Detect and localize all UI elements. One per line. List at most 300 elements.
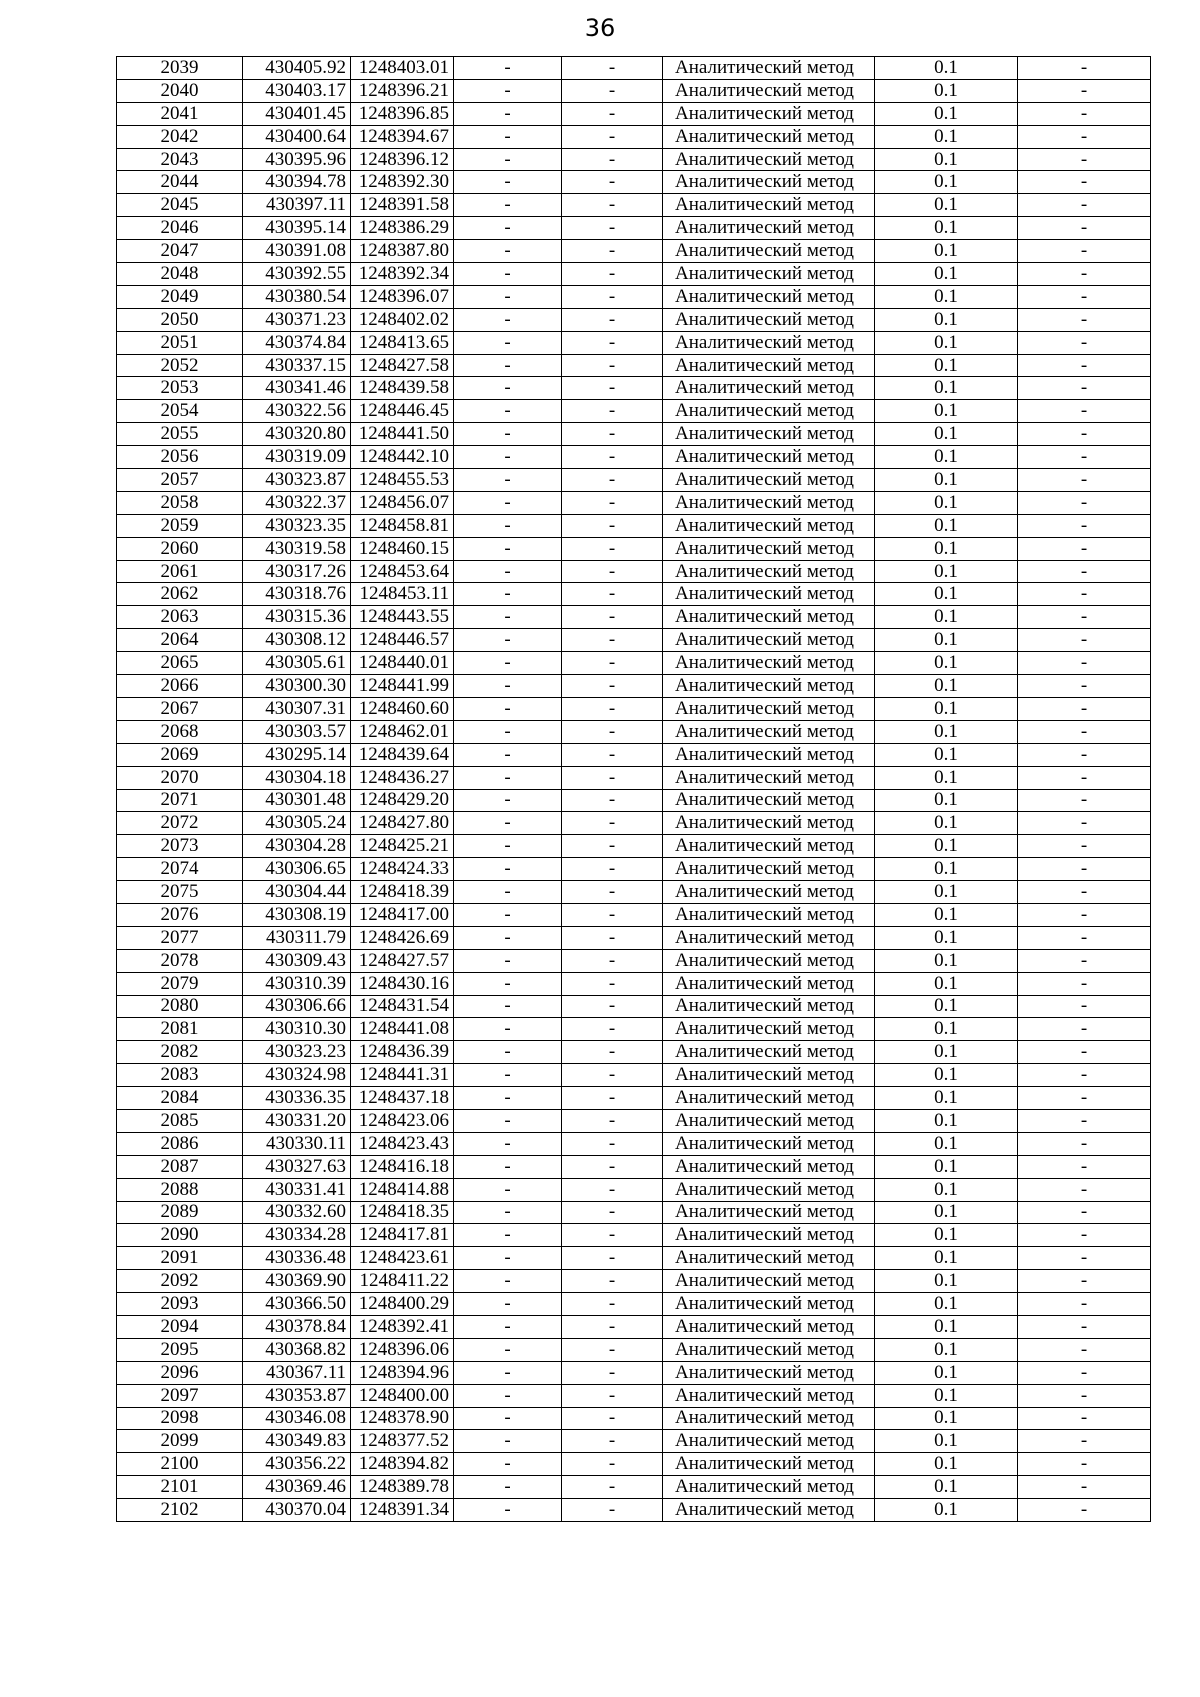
precision-cell: 0.1: [875, 1453, 1018, 1476]
empty-value-cell: -: [454, 652, 562, 675]
empty-value-cell: -: [562, 240, 663, 263]
empty-value-cell: -: [454, 102, 562, 125]
table-row: [117, 1247, 1151, 1270]
precision-cell: 0.1: [875, 1361, 1018, 1384]
empty-value-cell: -: [1018, 812, 1151, 835]
x-coordinate-cell: 430315.36: [243, 606, 351, 629]
x-coordinate-cell: 430304.44: [243, 881, 351, 904]
precision-cell: 0.1: [875, 1178, 1018, 1201]
table-row: [117, 171, 1151, 194]
empty-value-cell: -: [1018, 102, 1151, 125]
empty-value-cell: -: [454, 217, 562, 240]
empty-value-cell: -: [1018, 1453, 1151, 1476]
x-coordinate-cell: 430367.11: [243, 1361, 351, 1384]
empty-value-cell: -: [562, 881, 663, 904]
precision-cell: 0.1: [875, 720, 1018, 743]
y-coordinate-cell: 1248389.78: [351, 1476, 454, 1499]
empty-value-cell: -: [562, 766, 663, 789]
precision-cell: 0.1: [875, 491, 1018, 514]
table-row: [117, 240, 1151, 263]
empty-value-cell: -: [454, 148, 562, 171]
empty-value-cell: -: [562, 789, 663, 812]
y-coordinate-cell: 1248413.65: [351, 331, 454, 354]
method-cell: Аналитический метод: [663, 560, 875, 583]
point-number-cell: 2058: [117, 491, 243, 514]
y-coordinate-cell: 1248427.57: [351, 949, 454, 972]
empty-value-cell: -: [562, 743, 663, 766]
table-row: [117, 491, 1151, 514]
precision-cell: 0.1: [875, 1384, 1018, 1407]
point-number-cell: 2089: [117, 1201, 243, 1224]
table-row: [117, 720, 1151, 743]
empty-value-cell: -: [454, 446, 562, 469]
point-number-cell: 2040: [117, 79, 243, 102]
empty-value-cell: -: [562, 1315, 663, 1338]
empty-value-cell: -: [562, 1201, 663, 1224]
empty-value-cell: -: [1018, 217, 1151, 240]
y-coordinate-cell: 1248462.01: [351, 720, 454, 743]
empty-value-cell: -: [562, 606, 663, 629]
empty-value-cell: -: [454, 858, 562, 881]
empty-value-cell: -: [1018, 789, 1151, 812]
x-coordinate-cell: 430366.50: [243, 1293, 351, 1316]
empty-value-cell: -: [454, 629, 562, 652]
table-row: [117, 1476, 1151, 1499]
empty-value-cell: -: [562, 491, 663, 514]
empty-value-cell: -: [562, 1384, 663, 1407]
empty-value-cell: -: [562, 652, 663, 675]
point-number-cell: 2068: [117, 720, 243, 743]
empty-value-cell: -: [562, 583, 663, 606]
empty-value-cell: -: [1018, 583, 1151, 606]
precision-cell: 0.1: [875, 377, 1018, 400]
y-coordinate-cell: 1248458.81: [351, 514, 454, 537]
x-coordinate-cell: 430392.55: [243, 263, 351, 286]
x-coordinate-cell: 430368.82: [243, 1338, 351, 1361]
point-number-cell: 2090: [117, 1224, 243, 1247]
empty-value-cell: -: [1018, 1499, 1151, 1522]
precision-cell: 0.1: [875, 1109, 1018, 1132]
empty-value-cell: -: [562, 285, 663, 308]
precision-cell: 0.1: [875, 331, 1018, 354]
precision-cell: 0.1: [875, 1430, 1018, 1453]
empty-value-cell: -: [1018, 1224, 1151, 1247]
empty-value-cell: -: [454, 194, 562, 217]
y-coordinate-cell: 1248436.27: [351, 766, 454, 789]
x-coordinate-cell: 430322.56: [243, 400, 351, 423]
x-coordinate-cell: 430300.30: [243, 675, 351, 698]
empty-value-cell: -: [1018, 972, 1151, 995]
point-number-cell: 2094: [117, 1315, 243, 1338]
empty-value-cell: -: [454, 1361, 562, 1384]
precision-cell: 0.1: [875, 217, 1018, 240]
y-coordinate-cell: 1248443.55: [351, 606, 454, 629]
x-coordinate-cell: 430303.57: [243, 720, 351, 743]
empty-value-cell: -: [454, 308, 562, 331]
table-row: [117, 766, 1151, 789]
empty-value-cell: -: [562, 835, 663, 858]
empty-value-cell: -: [454, 1018, 562, 1041]
y-coordinate-cell: 1248394.96: [351, 1361, 454, 1384]
table-row: [117, 1315, 1151, 1338]
method-cell: Аналитический метод: [663, 606, 875, 629]
empty-value-cell: -: [454, 491, 562, 514]
empty-value-cell: -: [1018, 1064, 1151, 1087]
method-cell: Аналитический метод: [663, 102, 875, 125]
precision-cell: 0.1: [875, 652, 1018, 675]
method-cell: Аналитический метод: [663, 1499, 875, 1522]
empty-value-cell: -: [1018, 1270, 1151, 1293]
method-cell: Аналитический метод: [663, 79, 875, 102]
y-coordinate-cell: 1248387.80: [351, 240, 454, 263]
precision-cell: 0.1: [875, 1064, 1018, 1087]
empty-value-cell: -: [1018, 652, 1151, 675]
empty-value-cell: -: [1018, 903, 1151, 926]
empty-value-cell: -: [454, 720, 562, 743]
x-coordinate-cell: 430311.79: [243, 926, 351, 949]
method-cell: Аналитический метод: [663, 57, 875, 80]
x-coordinate-cell: 430356.22: [243, 1453, 351, 1476]
table-row: [117, 400, 1151, 423]
method-cell: Аналитический метод: [663, 514, 875, 537]
empty-value-cell: -: [1018, 1018, 1151, 1041]
x-coordinate-cell: 430341.46: [243, 377, 351, 400]
y-coordinate-cell: 1248416.18: [351, 1155, 454, 1178]
x-coordinate-cell: 430308.19: [243, 903, 351, 926]
method-cell: Аналитический метод: [663, 1018, 875, 1041]
x-coordinate-cell: 430391.08: [243, 240, 351, 263]
table-row: [117, 583, 1151, 606]
x-coordinate-cell: 430374.84: [243, 331, 351, 354]
y-coordinate-cell: 1248437.18: [351, 1087, 454, 1110]
x-coordinate-cell: 430349.83: [243, 1430, 351, 1453]
y-coordinate-cell: 1248423.43: [351, 1132, 454, 1155]
point-number-cell: 2059: [117, 514, 243, 537]
empty-value-cell: -: [1018, 400, 1151, 423]
y-coordinate-cell: 1248424.33: [351, 858, 454, 881]
method-cell: Аналитический метод: [663, 148, 875, 171]
x-coordinate-cell: 430323.35: [243, 514, 351, 537]
empty-value-cell: -: [454, 1499, 562, 1522]
table-row: [117, 560, 1151, 583]
x-coordinate-cell: 430331.20: [243, 1109, 351, 1132]
empty-value-cell: -: [562, 1430, 663, 1453]
method-cell: Аналитический метод: [663, 1247, 875, 1270]
x-coordinate-cell: 430317.26: [243, 560, 351, 583]
empty-value-cell: -: [454, 400, 562, 423]
empty-value-cell: -: [454, 1178, 562, 1201]
x-coordinate-cell: 430295.14: [243, 743, 351, 766]
y-coordinate-cell: 1248446.57: [351, 629, 454, 652]
table-row: [117, 148, 1151, 171]
x-coordinate-cell: 430306.65: [243, 858, 351, 881]
point-number-cell: 2098: [117, 1407, 243, 1430]
method-cell: Аналитический метод: [663, 1270, 875, 1293]
empty-value-cell: -: [562, 903, 663, 926]
table-row: [117, 217, 1151, 240]
y-coordinate-cell: 1248392.41: [351, 1315, 454, 1338]
empty-value-cell: -: [1018, 537, 1151, 560]
empty-value-cell: -: [562, 1087, 663, 1110]
method-cell: Аналитический метод: [663, 263, 875, 286]
empty-value-cell: -: [1018, 446, 1151, 469]
empty-value-cell: -: [454, 789, 562, 812]
precision-cell: 0.1: [875, 400, 1018, 423]
empty-value-cell: -: [562, 926, 663, 949]
table-row: [117, 1018, 1151, 1041]
y-coordinate-cell: 1248453.64: [351, 560, 454, 583]
empty-value-cell: -: [454, 835, 562, 858]
table-row: [117, 308, 1151, 331]
method-cell: Аналитический метод: [663, 285, 875, 308]
table-row: [117, 606, 1151, 629]
x-coordinate-cell: 430319.58: [243, 537, 351, 560]
x-coordinate-cell: 430322.37: [243, 491, 351, 514]
x-coordinate-cell: 430323.87: [243, 469, 351, 492]
precision-cell: 0.1: [875, 57, 1018, 80]
precision-cell: 0.1: [875, 1315, 1018, 1338]
point-number-cell: 2083: [117, 1064, 243, 1087]
precision-cell: 0.1: [875, 926, 1018, 949]
empty-value-cell: -: [1018, 331, 1151, 354]
x-coordinate-cell: 430307.31: [243, 697, 351, 720]
method-cell: Аналитический метод: [663, 1361, 875, 1384]
empty-value-cell: -: [562, 331, 663, 354]
empty-value-cell: -: [1018, 171, 1151, 194]
method-cell: Аналитический метод: [663, 720, 875, 743]
y-coordinate-cell: 1248411.22: [351, 1270, 454, 1293]
table-row: [117, 1224, 1151, 1247]
x-coordinate-cell: 430304.28: [243, 835, 351, 858]
empty-value-cell: -: [454, 1041, 562, 1064]
method-cell: Аналитический метод: [663, 1178, 875, 1201]
empty-value-cell: -: [1018, 148, 1151, 171]
empty-value-cell: -: [454, 675, 562, 698]
table-body: [117, 57, 1151, 1522]
table-row: [117, 697, 1151, 720]
precision-cell: 0.1: [875, 1087, 1018, 1110]
table-row: [117, 652, 1151, 675]
table-row: [117, 858, 1151, 881]
empty-value-cell: -: [454, 125, 562, 148]
point-number-cell: 2047: [117, 240, 243, 263]
precision-cell: 0.1: [875, 1293, 1018, 1316]
method-cell: Аналитический метод: [663, 1453, 875, 1476]
y-coordinate-cell: 1248429.20: [351, 789, 454, 812]
empty-value-cell: -: [1018, 926, 1151, 949]
empty-value-cell: -: [1018, 697, 1151, 720]
empty-value-cell: -: [562, 400, 663, 423]
empty-value-cell: -: [562, 1247, 663, 1270]
coordinates-table: [116, 56, 1151, 1522]
empty-value-cell: -: [562, 697, 663, 720]
precision-cell: 0.1: [875, 194, 1018, 217]
empty-value-cell: -: [1018, 1087, 1151, 1110]
table-row: [117, 1109, 1151, 1132]
method-cell: Аналитический метод: [663, 1201, 875, 1224]
x-coordinate-cell: 430301.48: [243, 789, 351, 812]
y-coordinate-cell: 1248396.21: [351, 79, 454, 102]
point-number-cell: 2051: [117, 331, 243, 354]
precision-cell: 0.1: [875, 1132, 1018, 1155]
y-coordinate-cell: 1248400.29: [351, 1293, 454, 1316]
empty-value-cell: -: [562, 1132, 663, 1155]
point-number-cell: 2073: [117, 835, 243, 858]
empty-value-cell: -: [454, 560, 562, 583]
empty-value-cell: -: [1018, 675, 1151, 698]
empty-value-cell: -: [1018, 560, 1151, 583]
empty-value-cell: -: [454, 537, 562, 560]
empty-value-cell: -: [454, 972, 562, 995]
precision-cell: 0.1: [875, 972, 1018, 995]
table-row: [117, 1407, 1151, 1430]
empty-value-cell: -: [562, 446, 663, 469]
precision-cell: 0.1: [875, 606, 1018, 629]
precision-cell: 0.1: [875, 697, 1018, 720]
method-cell: Аналитический метод: [663, 835, 875, 858]
point-number-cell: 2046: [117, 217, 243, 240]
table-row: [117, 743, 1151, 766]
table-row: [117, 903, 1151, 926]
x-coordinate-cell: 430310.39: [243, 972, 351, 995]
precision-cell: 0.1: [875, 881, 1018, 904]
empty-value-cell: -: [1018, 1430, 1151, 1453]
table-row: [117, 1499, 1151, 1522]
table-row: [117, 1132, 1151, 1155]
x-coordinate-cell: 430401.45: [243, 102, 351, 125]
y-coordinate-cell: 1248439.64: [351, 743, 454, 766]
empty-value-cell: -: [562, 308, 663, 331]
x-coordinate-cell: 430336.48: [243, 1247, 351, 1270]
method-cell: Аналитический метод: [663, 629, 875, 652]
table-row: [117, 1430, 1151, 1453]
precision-cell: 0.1: [875, 537, 1018, 560]
method-cell: Аналитический метод: [663, 1430, 875, 1453]
y-coordinate-cell: 1248426.69: [351, 926, 454, 949]
precision-cell: 0.1: [875, 903, 1018, 926]
empty-value-cell: -: [1018, 79, 1151, 102]
empty-value-cell: -: [454, 57, 562, 80]
empty-value-cell: -: [562, 1178, 663, 1201]
empty-value-cell: -: [454, 1155, 562, 1178]
empty-value-cell: -: [562, 1361, 663, 1384]
y-coordinate-cell: 1248394.67: [351, 125, 454, 148]
empty-value-cell: -: [562, 1453, 663, 1476]
y-coordinate-cell: 1248425.21: [351, 835, 454, 858]
precision-cell: 0.1: [875, 583, 1018, 606]
y-coordinate-cell: 1248400.00: [351, 1384, 454, 1407]
point-number-cell: 2049: [117, 285, 243, 308]
table-row: [117, 57, 1151, 80]
y-coordinate-cell: 1248440.01: [351, 652, 454, 675]
empty-value-cell: -: [454, 697, 562, 720]
empty-value-cell: -: [454, 995, 562, 1018]
empty-value-cell: -: [1018, 881, 1151, 904]
empty-value-cell: -: [1018, 1178, 1151, 1201]
empty-value-cell: -: [1018, 1476, 1151, 1499]
y-coordinate-cell: 1248402.02: [351, 308, 454, 331]
x-coordinate-cell: 430308.12: [243, 629, 351, 652]
empty-value-cell: -: [454, 1338, 562, 1361]
point-number-cell: 2048: [117, 263, 243, 286]
empty-value-cell: -: [454, 377, 562, 400]
point-number-cell: 2078: [117, 949, 243, 972]
precision-cell: 0.1: [875, 1224, 1018, 1247]
table-row: [117, 789, 1151, 812]
precision-cell: 0.1: [875, 629, 1018, 652]
precision-cell: 0.1: [875, 560, 1018, 583]
method-cell: Аналитический метод: [663, 743, 875, 766]
method-cell: Аналитический метод: [663, 308, 875, 331]
empty-value-cell: -: [454, 1315, 562, 1338]
x-coordinate-cell: 430331.41: [243, 1178, 351, 1201]
point-number-cell: 2053: [117, 377, 243, 400]
empty-value-cell: -: [1018, 1109, 1151, 1132]
point-number-cell: 2096: [117, 1361, 243, 1384]
precision-cell: 0.1: [875, 308, 1018, 331]
empty-value-cell: -: [1018, 263, 1151, 286]
table-row: [117, 377, 1151, 400]
method-cell: Аналитический метод: [663, 697, 875, 720]
empty-value-cell: -: [454, 743, 562, 766]
table-row: [117, 79, 1151, 102]
method-cell: Аналитический метод: [663, 995, 875, 1018]
y-coordinate-cell: 1248456.07: [351, 491, 454, 514]
empty-value-cell: -: [562, 171, 663, 194]
table-row: [117, 1270, 1151, 1293]
x-coordinate-cell: 430371.23: [243, 308, 351, 331]
point-number-cell: 2060: [117, 537, 243, 560]
y-coordinate-cell: 1248396.12: [351, 148, 454, 171]
method-cell: Аналитический метод: [663, 537, 875, 560]
empty-value-cell: -: [562, 858, 663, 881]
point-number-cell: 2077: [117, 926, 243, 949]
x-coordinate-cell: 430318.76: [243, 583, 351, 606]
table-row: [117, 1178, 1151, 1201]
y-coordinate-cell: 1248403.01: [351, 57, 454, 80]
empty-value-cell: -: [562, 1155, 663, 1178]
empty-value-cell: -: [562, 675, 663, 698]
y-coordinate-cell: 1248396.06: [351, 1338, 454, 1361]
y-coordinate-cell: 1248446.45: [351, 400, 454, 423]
x-coordinate-cell: 430309.43: [243, 949, 351, 972]
x-coordinate-cell: 430320.80: [243, 423, 351, 446]
empty-value-cell: -: [454, 354, 562, 377]
empty-value-cell: -: [454, 1293, 562, 1316]
empty-value-cell: -: [1018, 1247, 1151, 1270]
method-cell: Аналитический метод: [663, 1315, 875, 1338]
precision-cell: 0.1: [875, 148, 1018, 171]
method-cell: Аналитический метод: [663, 583, 875, 606]
y-coordinate-cell: 1248455.53: [351, 469, 454, 492]
method-cell: Аналитический метод: [663, 1087, 875, 1110]
x-coordinate-cell: 430327.63: [243, 1155, 351, 1178]
precision-cell: 0.1: [875, 1407, 1018, 1430]
empty-value-cell: -: [454, 606, 562, 629]
empty-value-cell: -: [1018, 1361, 1151, 1384]
empty-value-cell: -: [562, 1224, 663, 1247]
empty-value-cell: -: [454, 331, 562, 354]
empty-value-cell: -: [562, 560, 663, 583]
empty-value-cell: -: [1018, 1155, 1151, 1178]
y-coordinate-cell: 1248418.39: [351, 881, 454, 904]
x-coordinate-cell: 430319.09: [243, 446, 351, 469]
empty-value-cell: -: [562, 469, 663, 492]
method-cell: Аналитический метод: [663, 423, 875, 446]
point-number-cell: 2086: [117, 1132, 243, 1155]
empty-value-cell: -: [562, 1018, 663, 1041]
empty-value-cell: -: [454, 1064, 562, 1087]
